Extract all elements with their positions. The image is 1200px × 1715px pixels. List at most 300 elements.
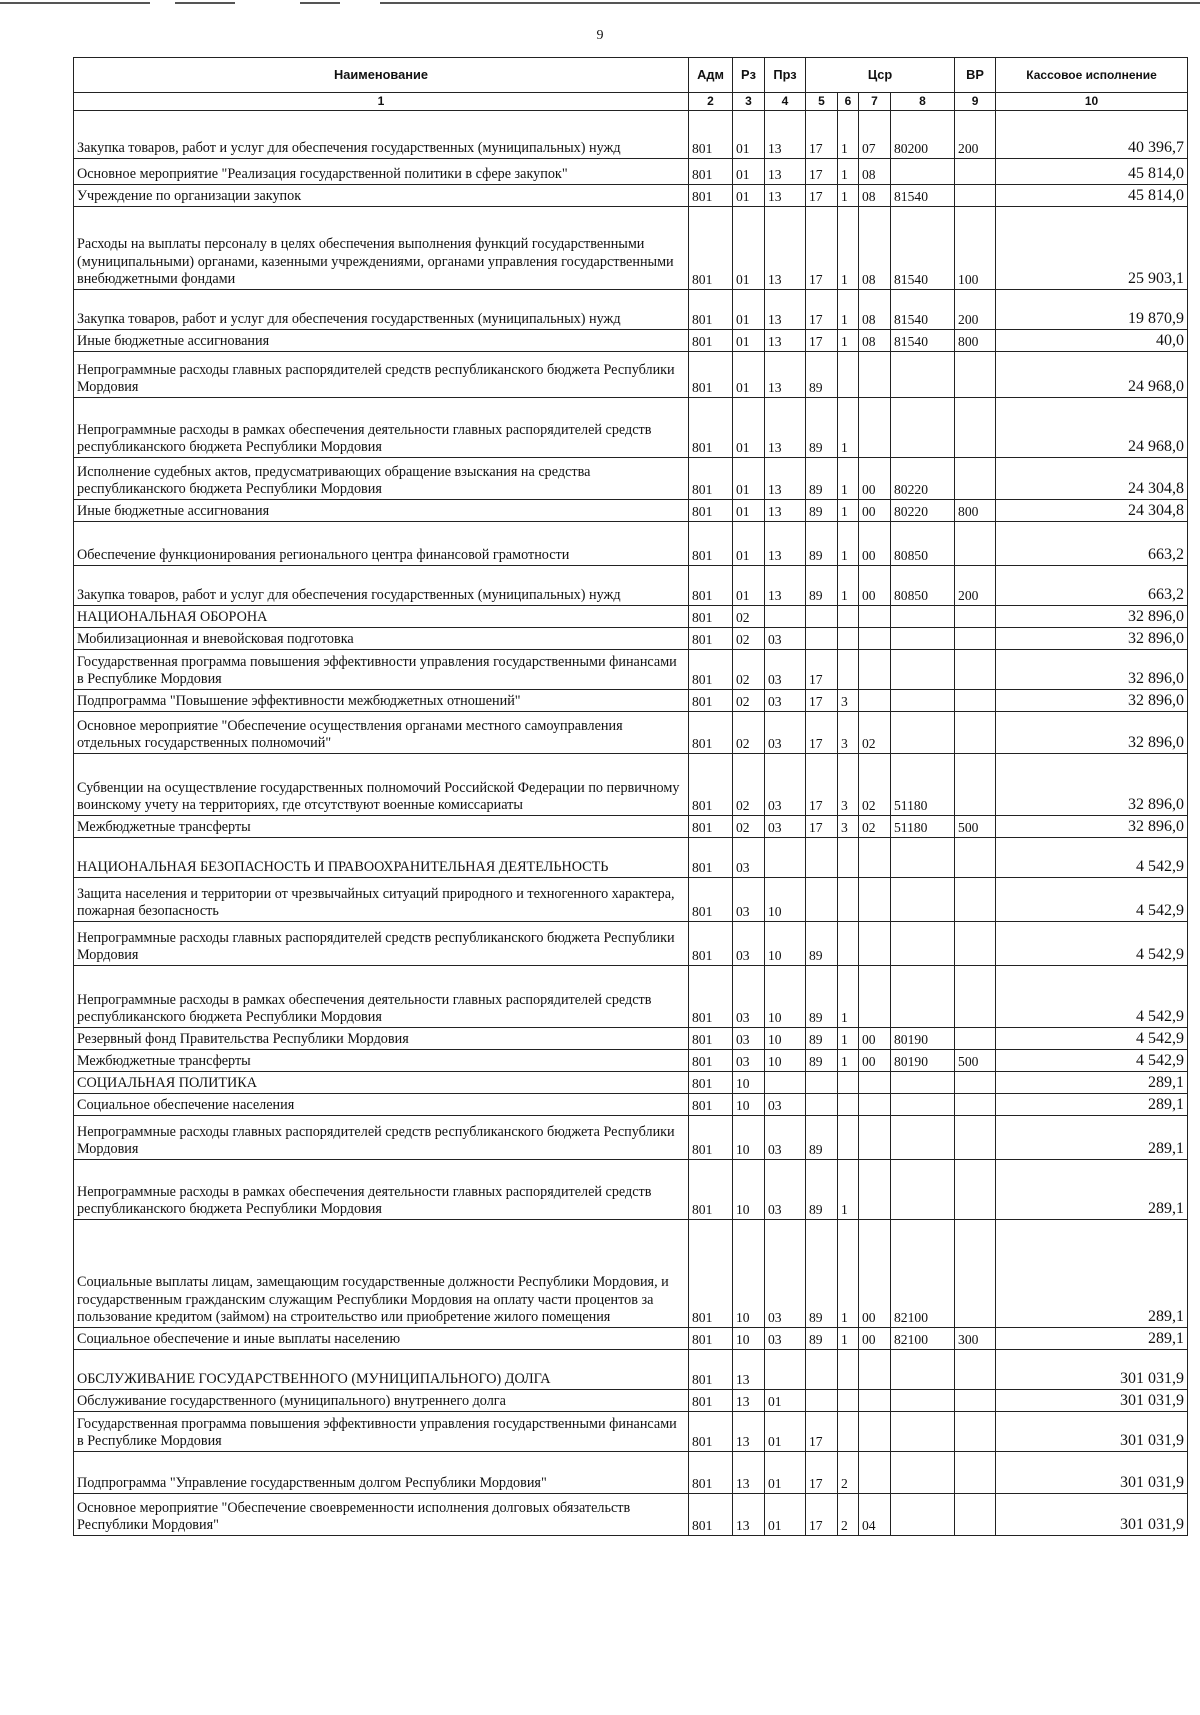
row-csr-program: 89 [806, 1160, 838, 1220]
row-csr-program: 89 [806, 352, 838, 398]
row-csr-subprogram [838, 628, 859, 650]
row-rz: 13 [733, 1412, 765, 1452]
row-csr-subprogram [838, 878, 859, 922]
row-vr [955, 1160, 996, 1220]
row-csr-event: 00 [859, 1220, 891, 1328]
row-csr-program [806, 1350, 838, 1390]
table-row [74, 1412, 1188, 1452]
table-body [74, 111, 1188, 1536]
row-adm: 801 [689, 690, 733, 712]
row-csr-event [859, 922, 891, 966]
row-csr-program: 89 [806, 1220, 838, 1328]
row-csr-event [859, 1160, 891, 1220]
row-csr-direction: 80200 [891, 111, 955, 159]
row-prz: 03 [765, 1328, 806, 1350]
row-vr: 500 [955, 816, 996, 838]
row-adm: 801 [689, 185, 733, 207]
row-csr-direction [891, 878, 955, 922]
row-rz: 01 [733, 290, 765, 330]
table-row [74, 330, 1188, 352]
row-prz [765, 838, 806, 878]
header-rz: Рз [733, 58, 765, 93]
row-vr [955, 352, 996, 398]
column-number: 8 [891, 93, 955, 111]
row-vr [955, 1220, 996, 1328]
row-name: Закупка товаров, работ и услуг для обеспечения государственных (муниципальных) нужд [74, 290, 689, 330]
row-vr [955, 1452, 996, 1494]
table-row [74, 1494, 1188, 1536]
row-rz: 02 [733, 816, 765, 838]
row-adm: 801 [689, 1350, 733, 1390]
row-amount: 25 903,1 [996, 207, 1188, 290]
row-adm: 801 [689, 330, 733, 352]
row-csr-direction [891, 966, 955, 1028]
row-csr-program [806, 1072, 838, 1094]
table-row [74, 398, 1188, 458]
row-name: Подпрограмма "Управление государственным долгом Республики Мордовия" [74, 1452, 689, 1494]
row-rz: 03 [733, 878, 765, 922]
row-csr-subprogram: 1 [838, 1160, 859, 1220]
row-vr [955, 966, 996, 1028]
scan-top-edge [0, 0, 1200, 6]
row-csr-program: 89 [806, 566, 838, 606]
table-row [74, 712, 1188, 754]
row-amount: 32 896,0 [996, 754, 1188, 816]
row-csr-event [859, 1116, 891, 1160]
row-name: Непрограммные расходы в рамках обеспечения деятельности главных распорядителей средств республиканского бюджета Республики Мордовия [74, 1160, 689, 1220]
row-prz: 10 [765, 922, 806, 966]
row-csr-direction: 81540 [891, 330, 955, 352]
row-rz: 01 [733, 352, 765, 398]
row-name: Непрограммные расходы в рамках обеспечения деятельности главных распорядителей средств республиканского бюджета Республики Мордовия [74, 398, 689, 458]
row-vr [955, 1094, 996, 1116]
row-vr [955, 650, 996, 690]
row-csr-event: 08 [859, 207, 891, 290]
row-csr-subprogram [838, 650, 859, 690]
row-adm: 801 [689, 111, 733, 159]
row-adm: 801 [689, 458, 733, 500]
row-prz: 03 [765, 1094, 806, 1116]
row-csr-direction: 51180 [891, 816, 955, 838]
row-rz: 01 [733, 398, 765, 458]
table-row [74, 159, 1188, 185]
row-csr-program: 17 [806, 650, 838, 690]
row-amount: 289,1 [996, 1160, 1188, 1220]
row-csr-event: 00 [859, 1328, 891, 1350]
row-csr-direction [891, 1390, 955, 1412]
row-csr-direction [891, 628, 955, 650]
row-csr-program: 89 [806, 398, 838, 458]
row-name: Основное мероприятие "Реализация государственной политики в сфере закупок" [74, 159, 689, 185]
row-csr-program: 17 [806, 207, 838, 290]
row-name: Непрограммные расходы главных распорядителей средств республиканского бюджета Республики Мордовия [74, 1116, 689, 1160]
row-csr-event [859, 650, 891, 690]
row-csr-direction [891, 1072, 955, 1094]
table-row [74, 1350, 1188, 1390]
row-prz: 13 [765, 522, 806, 566]
row-csr-direction: 80220 [891, 500, 955, 522]
row-csr-event [859, 1072, 891, 1094]
row-csr-event [859, 1452, 891, 1494]
row-csr-program: 89 [806, 522, 838, 566]
row-amount: 24 304,8 [996, 458, 1188, 500]
row-amount: 4 542,9 [996, 838, 1188, 878]
row-csr-subprogram: 1 [838, 458, 859, 500]
table-row [74, 522, 1188, 566]
row-csr-subprogram: 1 [838, 966, 859, 1028]
row-csr-subprogram: 3 [838, 690, 859, 712]
row-rz: 01 [733, 458, 765, 500]
row-prz: 03 [765, 1116, 806, 1160]
header-prz: Прз [765, 58, 806, 93]
row-rz: 02 [733, 754, 765, 816]
row-csr-program: 17 [806, 690, 838, 712]
row-csr-program [806, 838, 838, 878]
row-adm: 801 [689, 1452, 733, 1494]
row-csr-direction [891, 1350, 955, 1390]
table-row [74, 628, 1188, 650]
table-row [74, 878, 1188, 922]
row-adm: 801 [689, 290, 733, 330]
row-rz: 01 [733, 566, 765, 606]
table-row [74, 838, 1188, 878]
row-csr-subprogram: 2 [838, 1452, 859, 1494]
row-csr-event [859, 398, 891, 458]
table-row [74, 458, 1188, 500]
row-csr-direction: 81540 [891, 290, 955, 330]
row-rz: 02 [733, 628, 765, 650]
row-amount: 301 031,9 [996, 1350, 1188, 1390]
header-amount: Кассовое исполнение [996, 58, 1188, 93]
row-csr-subprogram [838, 1072, 859, 1094]
row-csr-program: 89 [806, 500, 838, 522]
row-csr-event: 08 [859, 290, 891, 330]
row-prz [765, 1350, 806, 1390]
row-amount: 19 870,9 [996, 290, 1188, 330]
row-csr-program: 17 [806, 1412, 838, 1452]
row-prz: 10 [765, 966, 806, 1028]
row-vr: 200 [955, 111, 996, 159]
row-csr-direction [891, 922, 955, 966]
row-csr-direction [891, 650, 955, 690]
row-prz: 01 [765, 1390, 806, 1412]
row-rz: 01 [733, 207, 765, 290]
row-csr-subprogram [838, 922, 859, 966]
row-amount: 289,1 [996, 1116, 1188, 1160]
row-name: Мобилизационная и вневойсковая подготовка [74, 628, 689, 650]
row-csr-subprogram [838, 606, 859, 628]
row-rz: 03 [733, 838, 765, 878]
row-csr-subprogram: 3 [838, 816, 859, 838]
row-amount: 24 968,0 [996, 398, 1188, 458]
row-csr-event: 00 [859, 566, 891, 606]
row-rz: 02 [733, 606, 765, 628]
header-adm: Адм [689, 58, 733, 93]
column-number: 10 [996, 93, 1188, 111]
row-adm: 801 [689, 878, 733, 922]
row-csr-program [806, 1390, 838, 1412]
row-adm: 801 [689, 352, 733, 398]
row-adm: 801 [689, 522, 733, 566]
table-row [74, 690, 1188, 712]
row-csr-program [806, 606, 838, 628]
row-csr-event [859, 1094, 891, 1116]
column-number: 4 [765, 93, 806, 111]
table-row [74, 1160, 1188, 1220]
row-adm: 801 [689, 650, 733, 690]
row-amount: 24 968,0 [996, 352, 1188, 398]
row-rz: 03 [733, 1050, 765, 1072]
table-row [74, 1050, 1188, 1072]
row-csr-program: 89 [806, 1116, 838, 1160]
row-rz: 01 [733, 185, 765, 207]
row-adm: 801 [689, 628, 733, 650]
row-amount: 24 304,8 [996, 500, 1188, 522]
row-adm: 801 [689, 966, 733, 1028]
row-csr-event: 00 [859, 522, 891, 566]
row-csr-event [859, 606, 891, 628]
row-rz: 10 [733, 1094, 765, 1116]
row-amount: 32 896,0 [996, 628, 1188, 650]
row-vr [955, 922, 996, 966]
row-csr-direction [891, 838, 955, 878]
row-amount: 4 542,9 [996, 878, 1188, 922]
row-rz: 10 [733, 1116, 765, 1160]
row-prz: 10 [765, 1050, 806, 1072]
table-row [74, 1072, 1188, 1094]
row-prz: 03 [765, 712, 806, 754]
row-name: Межбюджетные трансферты [74, 816, 689, 838]
row-vr [955, 1390, 996, 1412]
row-amount: 32 896,0 [996, 816, 1188, 838]
row-adm: 801 [689, 1494, 733, 1536]
row-csr-subprogram: 2 [838, 1494, 859, 1536]
header-csr: Цср [806, 58, 955, 93]
row-csr-event [859, 838, 891, 878]
row-vr [955, 1494, 996, 1536]
row-csr-direction: 82100 [891, 1328, 955, 1350]
row-rz: 13 [733, 1350, 765, 1390]
row-name: Защита населения и территории от чрезвычайных ситуаций природного и техногенного характера, пожарная безопасность [74, 878, 689, 922]
row-vr: 800 [955, 330, 996, 352]
row-prz: 03 [765, 1160, 806, 1220]
row-name: Непрограммные расходы в рамках обеспечения деятельности главных распорядителей средств республиканского бюджета Республики Мордовия [74, 966, 689, 1028]
row-csr-direction: 80190 [891, 1050, 955, 1072]
row-csr-program [806, 628, 838, 650]
row-amount: 32 896,0 [996, 712, 1188, 754]
table-row [74, 111, 1188, 159]
row-prz: 01 [765, 1412, 806, 1452]
row-csr-event: 00 [859, 1028, 891, 1050]
row-rz: 01 [733, 522, 765, 566]
row-adm: 801 [689, 398, 733, 458]
row-csr-subprogram: 1 [838, 330, 859, 352]
row-prz: 13 [765, 290, 806, 330]
row-rz: 13 [733, 1390, 765, 1412]
row-amount: 4 542,9 [996, 1050, 1188, 1072]
row-amount: 32 896,0 [996, 606, 1188, 628]
row-name: Обеспечение функционирования регионального центра финансовой грамотности [74, 522, 689, 566]
row-vr [955, 754, 996, 816]
row-csr-subprogram: 1 [838, 1028, 859, 1050]
row-prz: 01 [765, 1452, 806, 1494]
row-amount: 289,1 [996, 1072, 1188, 1094]
row-vr: 200 [955, 566, 996, 606]
row-name: Обслуживание государственного (муниципального) внутреннего долга [74, 1390, 689, 1412]
row-adm: 801 [689, 159, 733, 185]
row-rz: 03 [733, 922, 765, 966]
row-adm: 801 [689, 1116, 733, 1160]
page-number: 9 [596, 28, 604, 43]
row-csr-direction [891, 690, 955, 712]
row-adm: 801 [689, 922, 733, 966]
row-vr [955, 1116, 996, 1160]
row-prz [765, 1072, 806, 1094]
row-rz: 13 [733, 1494, 765, 1536]
row-adm: 801 [689, 1328, 733, 1350]
budget-execution-table [73, 57, 1188, 1536]
row-prz: 13 [765, 500, 806, 522]
row-csr-event: 00 [859, 1050, 891, 1072]
row-name: ОБСЛУЖИВАНИЕ ГОСУДАРСТВЕННОГО (МУНИЦИПАЛЬНОГО) ДОЛГА [74, 1350, 689, 1390]
row-vr: 500 [955, 1050, 996, 1072]
row-name: Подпрограмма "Повышение эффективности межбюджетных отношений" [74, 690, 689, 712]
row-prz: 13 [765, 352, 806, 398]
row-csr-direction [891, 606, 955, 628]
row-csr-subprogram: 1 [838, 185, 859, 207]
table-row [74, 754, 1188, 816]
row-csr-program: 89 [806, 1328, 838, 1350]
row-vr: 100 [955, 207, 996, 290]
row-prz: 03 [765, 816, 806, 838]
row-rz: 10 [733, 1220, 765, 1328]
row-prz: 10 [765, 1028, 806, 1050]
row-csr-event [859, 878, 891, 922]
row-vr [955, 878, 996, 922]
row-rz: 13 [733, 1452, 765, 1494]
row-prz: 13 [765, 111, 806, 159]
table-row [74, 1094, 1188, 1116]
row-name: НАЦИОНАЛЬНАЯ ОБОРОНА [74, 606, 689, 628]
row-name: Социальное обеспечение населения [74, 1094, 689, 1116]
row-csr-subprogram: 1 [838, 207, 859, 290]
row-amount: 40,0 [996, 330, 1188, 352]
row-vr: 300 [955, 1328, 996, 1350]
row-csr-event: 02 [859, 816, 891, 838]
column-number-row [74, 93, 1188, 111]
row-csr-subprogram: 1 [838, 398, 859, 458]
row-csr-direction [891, 1412, 955, 1452]
row-csr-direction [891, 1094, 955, 1116]
row-vr [955, 1072, 996, 1094]
row-csr-program: 17 [806, 712, 838, 754]
row-csr-direction [891, 159, 955, 185]
row-csr-event [859, 628, 891, 650]
table-row [74, 922, 1188, 966]
row-name: Социальное обеспечение и иные выплаты населению [74, 1328, 689, 1350]
row-name: Государственная программа повышения эффективности управления государственными финансами в Республике Мордовия [74, 650, 689, 690]
column-number: 2 [689, 93, 733, 111]
table-row [74, 1390, 1188, 1412]
row-csr-direction: 82100 [891, 1220, 955, 1328]
row-csr-direction: 80190 [891, 1028, 955, 1050]
row-name: Закупка товаров, работ и услуг для обеспечения государственных (муниципальных) нужд [74, 111, 689, 159]
row-csr-program: 17 [806, 330, 838, 352]
row-rz: 01 [733, 159, 765, 185]
row-vr [955, 522, 996, 566]
row-csr-subprogram: 1 [838, 566, 859, 606]
row-prz: 13 [765, 398, 806, 458]
row-csr-event: 07 [859, 111, 891, 159]
row-csr-direction: 80850 [891, 566, 955, 606]
row-rz: 03 [733, 966, 765, 1028]
row-csr-direction [891, 1494, 955, 1536]
row-prz: 13 [765, 207, 806, 290]
row-csr-program: 17 [806, 816, 838, 838]
row-csr-event: 04 [859, 1494, 891, 1536]
row-amount: 4 542,9 [996, 966, 1188, 1028]
row-amount: 301 031,9 [996, 1412, 1188, 1452]
row-prz: 13 [765, 185, 806, 207]
row-csr-event: 08 [859, 185, 891, 207]
table-row [74, 352, 1188, 398]
column-number: 3 [733, 93, 765, 111]
row-csr-direction [891, 1160, 955, 1220]
row-amount: 301 031,9 [996, 1452, 1188, 1494]
row-adm: 801 [689, 1028, 733, 1050]
row-prz: 03 [765, 1220, 806, 1328]
row-csr-direction: 51180 [891, 754, 955, 816]
row-adm: 801 [689, 816, 733, 838]
row-prz: 13 [765, 458, 806, 500]
row-csr-subprogram: 1 [838, 290, 859, 330]
column-number: 1 [74, 93, 689, 111]
row-amount: 301 031,9 [996, 1390, 1188, 1412]
row-rz: 10 [733, 1072, 765, 1094]
row-csr-direction: 81540 [891, 207, 955, 290]
row-csr-subprogram: 3 [838, 754, 859, 816]
row-rz: 01 [733, 111, 765, 159]
row-prz: 13 [765, 159, 806, 185]
row-vr [955, 712, 996, 754]
row-prz: 03 [765, 690, 806, 712]
row-rz: 02 [733, 690, 765, 712]
row-csr-subprogram: 3 [838, 712, 859, 754]
row-name: Непрограммные расходы главных распорядителей средств республиканского бюджета Республики Мордовия [74, 352, 689, 398]
row-prz: 03 [765, 754, 806, 816]
row-csr-program: 17 [806, 185, 838, 207]
row-amount: 32 896,0 [996, 650, 1188, 690]
row-name: Социальные выплаты лицам, замещающим государственные должности Республики Мордовия, и государственным гражданским служащим Республики Мордовия на оплату части процентов за пользование кредитом (займом) на строительство или приобретение жилого помещения [74, 1220, 689, 1328]
row-csr-program: 17 [806, 111, 838, 159]
row-rz: 02 [733, 650, 765, 690]
row-name: Основное мероприятие "Обеспечение осуществления органами местного самоуправления отдельных государственных полномочий" [74, 712, 689, 754]
row-csr-program: 17 [806, 1452, 838, 1494]
row-adm: 801 [689, 606, 733, 628]
row-amount: 45 814,0 [996, 159, 1188, 185]
row-csr-subprogram [838, 838, 859, 878]
row-csr-event: 00 [859, 458, 891, 500]
row-vr: 200 [955, 290, 996, 330]
table-row [74, 1220, 1188, 1328]
row-csr-subprogram: 1 [838, 111, 859, 159]
row-vr [955, 159, 996, 185]
row-csr-program: 17 [806, 290, 838, 330]
row-rz: 01 [733, 330, 765, 352]
row-csr-event [859, 1390, 891, 1412]
row-amount: 289,1 [996, 1094, 1188, 1116]
row-adm: 801 [689, 712, 733, 754]
